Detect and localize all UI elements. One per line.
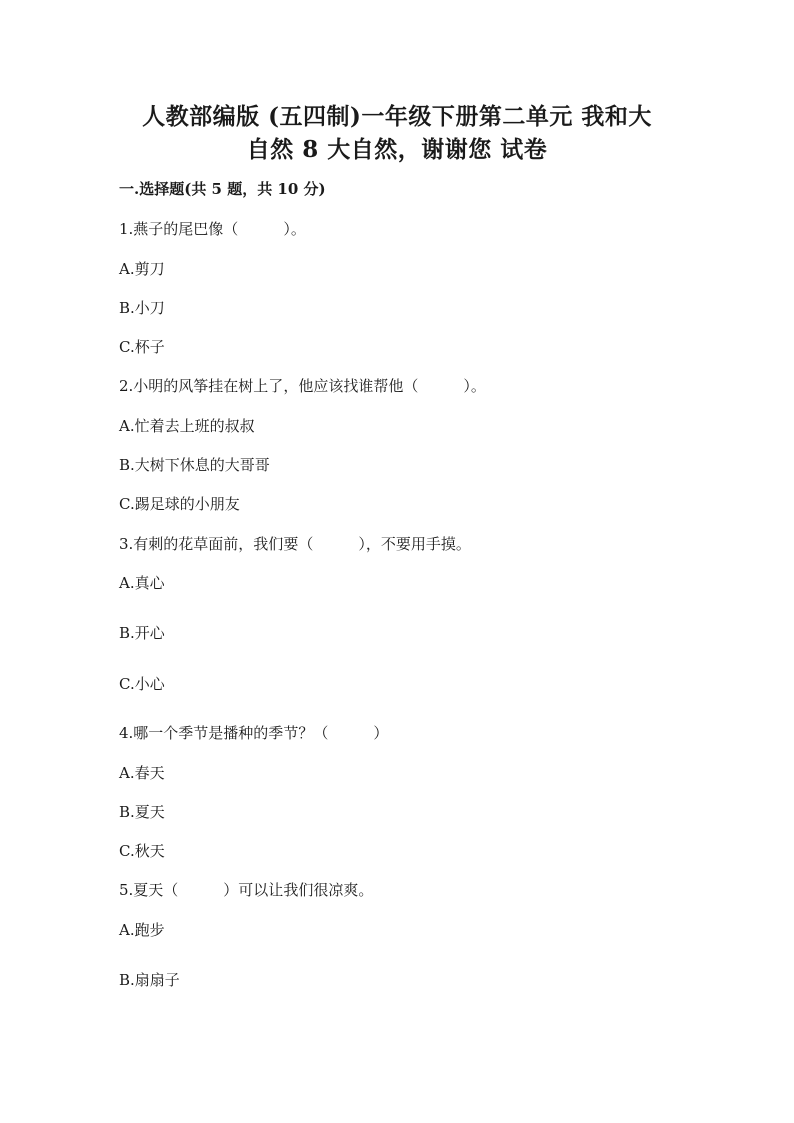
- question-2-option-a: A.忙着去上班的叔叔: [119, 417, 255, 435]
- question-4-option-b: B.夏天: [119, 803, 165, 821]
- question-2-option-b: B.大树下休息的大哥哥: [119, 456, 270, 474]
- exam-title-line2: 自然 8 大自然，谢谢您 试卷: [246, 136, 548, 163]
- question-3-option-c: C.小心: [119, 675, 165, 693]
- question-3-option-b: B.开心: [119, 624, 165, 642]
- question-4-option-a: A.春天: [119, 764, 165, 782]
- section-heading: 一.选择题(共 5 题，共 10 分): [119, 180, 326, 198]
- question-1-option-c: C.杯子: [119, 338, 165, 356]
- question-4-stem: 4.哪一个季节是播种的季节？（ ）: [119, 724, 389, 742]
- question-5-stem: 5.夏天（ ）可以让我们很凉爽。: [119, 881, 374, 899]
- question-5-option-a: A.跑步: [119, 921, 165, 939]
- question-5-option-b: B.扇扇子: [119, 971, 180, 989]
- question-2-option-c: C.踢足球的小朋友: [119, 495, 240, 513]
- question-1-stem: 1.燕子的尾巴像（ ）。: [119, 220, 306, 238]
- question-1-option-a: A.剪刀: [119, 260, 165, 278]
- exam-title-line1: 人教部编版 (五四制)一年级下册第二单元 我和大: [142, 103, 652, 130]
- question-3-option-a: A.真心: [119, 574, 165, 592]
- question-2-stem: 2.小明的风筝挂在树上了，他应该找谁帮他（ ）。: [119, 377, 486, 395]
- question-3-stem: 3.有刺的花草面前，我们要（ ），不要用手摸。: [119, 535, 471, 553]
- question-1-option-b: B.小刀: [119, 299, 165, 317]
- question-4-option-c: C.秋天: [119, 842, 165, 860]
